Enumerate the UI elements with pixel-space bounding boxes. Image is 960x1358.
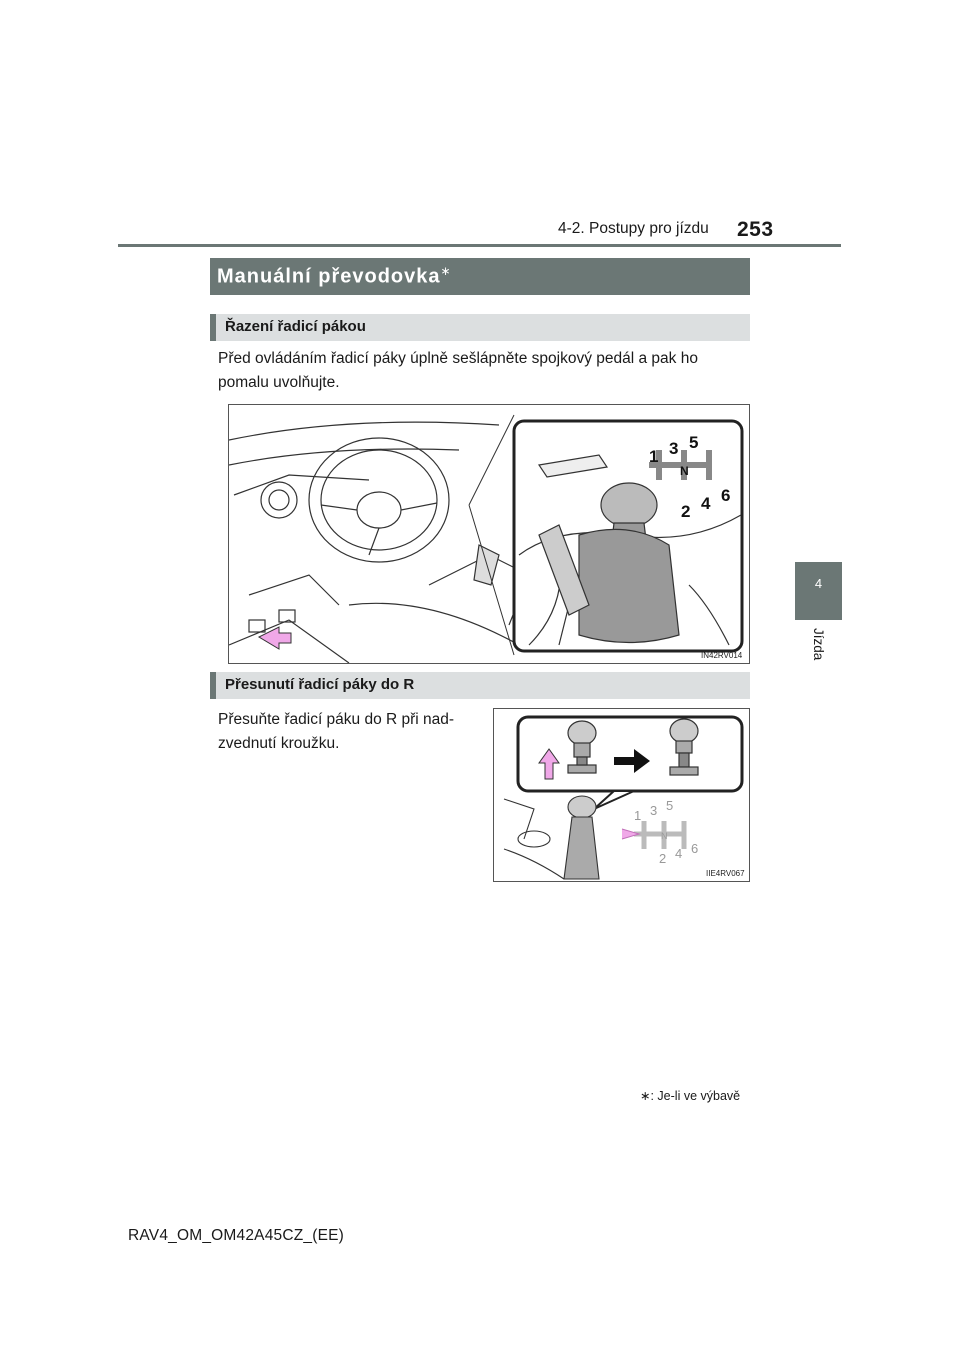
- gear-label: 1: [634, 808, 642, 823]
- chapter-tab: [795, 562, 842, 620]
- title-marker: ∗: [440, 264, 452, 278]
- figure-cockpit-shifter: [228, 404, 750, 664]
- gear-label: N: [661, 831, 668, 841]
- reverse-illustration: [494, 709, 749, 881]
- gear-label: 6: [721, 486, 731, 505]
- gear-label: 4: [675, 846, 683, 861]
- paragraph-line: zvednutí kroužku.: [218, 735, 340, 752]
- paragraph-line: pomalu uvolňujte.: [218, 374, 340, 391]
- gear-label: 2: [681, 502, 691, 521]
- subsection-heading-shifting: [210, 314, 750, 341]
- figure-code: IIE4RV067: [706, 869, 745, 878]
- subsection-heading-text: Řazení řadicí pákou: [225, 318, 366, 335]
- subsection-heading-text: Přesunutí řadicí páky do R: [225, 676, 415, 693]
- chapter-title: Jízda: [811, 628, 826, 661]
- gear-label: 2: [659, 851, 667, 866]
- paragraph-reverse: [218, 708, 454, 756]
- footnote: [640, 1088, 740, 1103]
- gear-label: 3: [650, 803, 658, 818]
- figure-code: IN42RV014: [701, 651, 743, 660]
- paragraph-line: Před ovládáním řadicí páky úplně sešlápněte spojkový pedál a pak ho: [218, 350, 698, 367]
- gear-label: 3: [669, 439, 679, 458]
- gear-label: 4: [701, 494, 711, 513]
- gear-label: 5: [666, 798, 674, 813]
- page-number: 253: [737, 218, 774, 241]
- paragraph-shifting: [218, 347, 698, 395]
- gear-label: N: [680, 464, 689, 478]
- page-title-text: Manuální převodovka: [217, 265, 441, 288]
- page-title-bar: [210, 258, 750, 295]
- chapter-side-label: [806, 628, 830, 688]
- footnote-marker: ∗: [640, 1089, 651, 1103]
- gear-label: 6: [691, 841, 699, 856]
- chapter-number: 4: [814, 576, 823, 591]
- cockpit-illustration: [229, 405, 749, 663]
- header-rule: [118, 244, 841, 247]
- section-title: 4-2. Postupy pro jízdu: [558, 220, 709, 237]
- footnote-text: : Je-li ve výbavě: [650, 1089, 741, 1103]
- subsection-heading-reverse: [210, 672, 750, 699]
- gear-label: 5: [689, 433, 699, 452]
- gear-label: 1: [649, 447, 659, 466]
- paragraph-line: Přesuňte řadicí páku do R při nad-: [218, 711, 455, 728]
- page-title: [217, 264, 452, 289]
- figure-reverse-lever: [493, 708, 750, 882]
- document-id: RAV4_OM_OM42A45CZ_(EE): [128, 1227, 345, 1244]
